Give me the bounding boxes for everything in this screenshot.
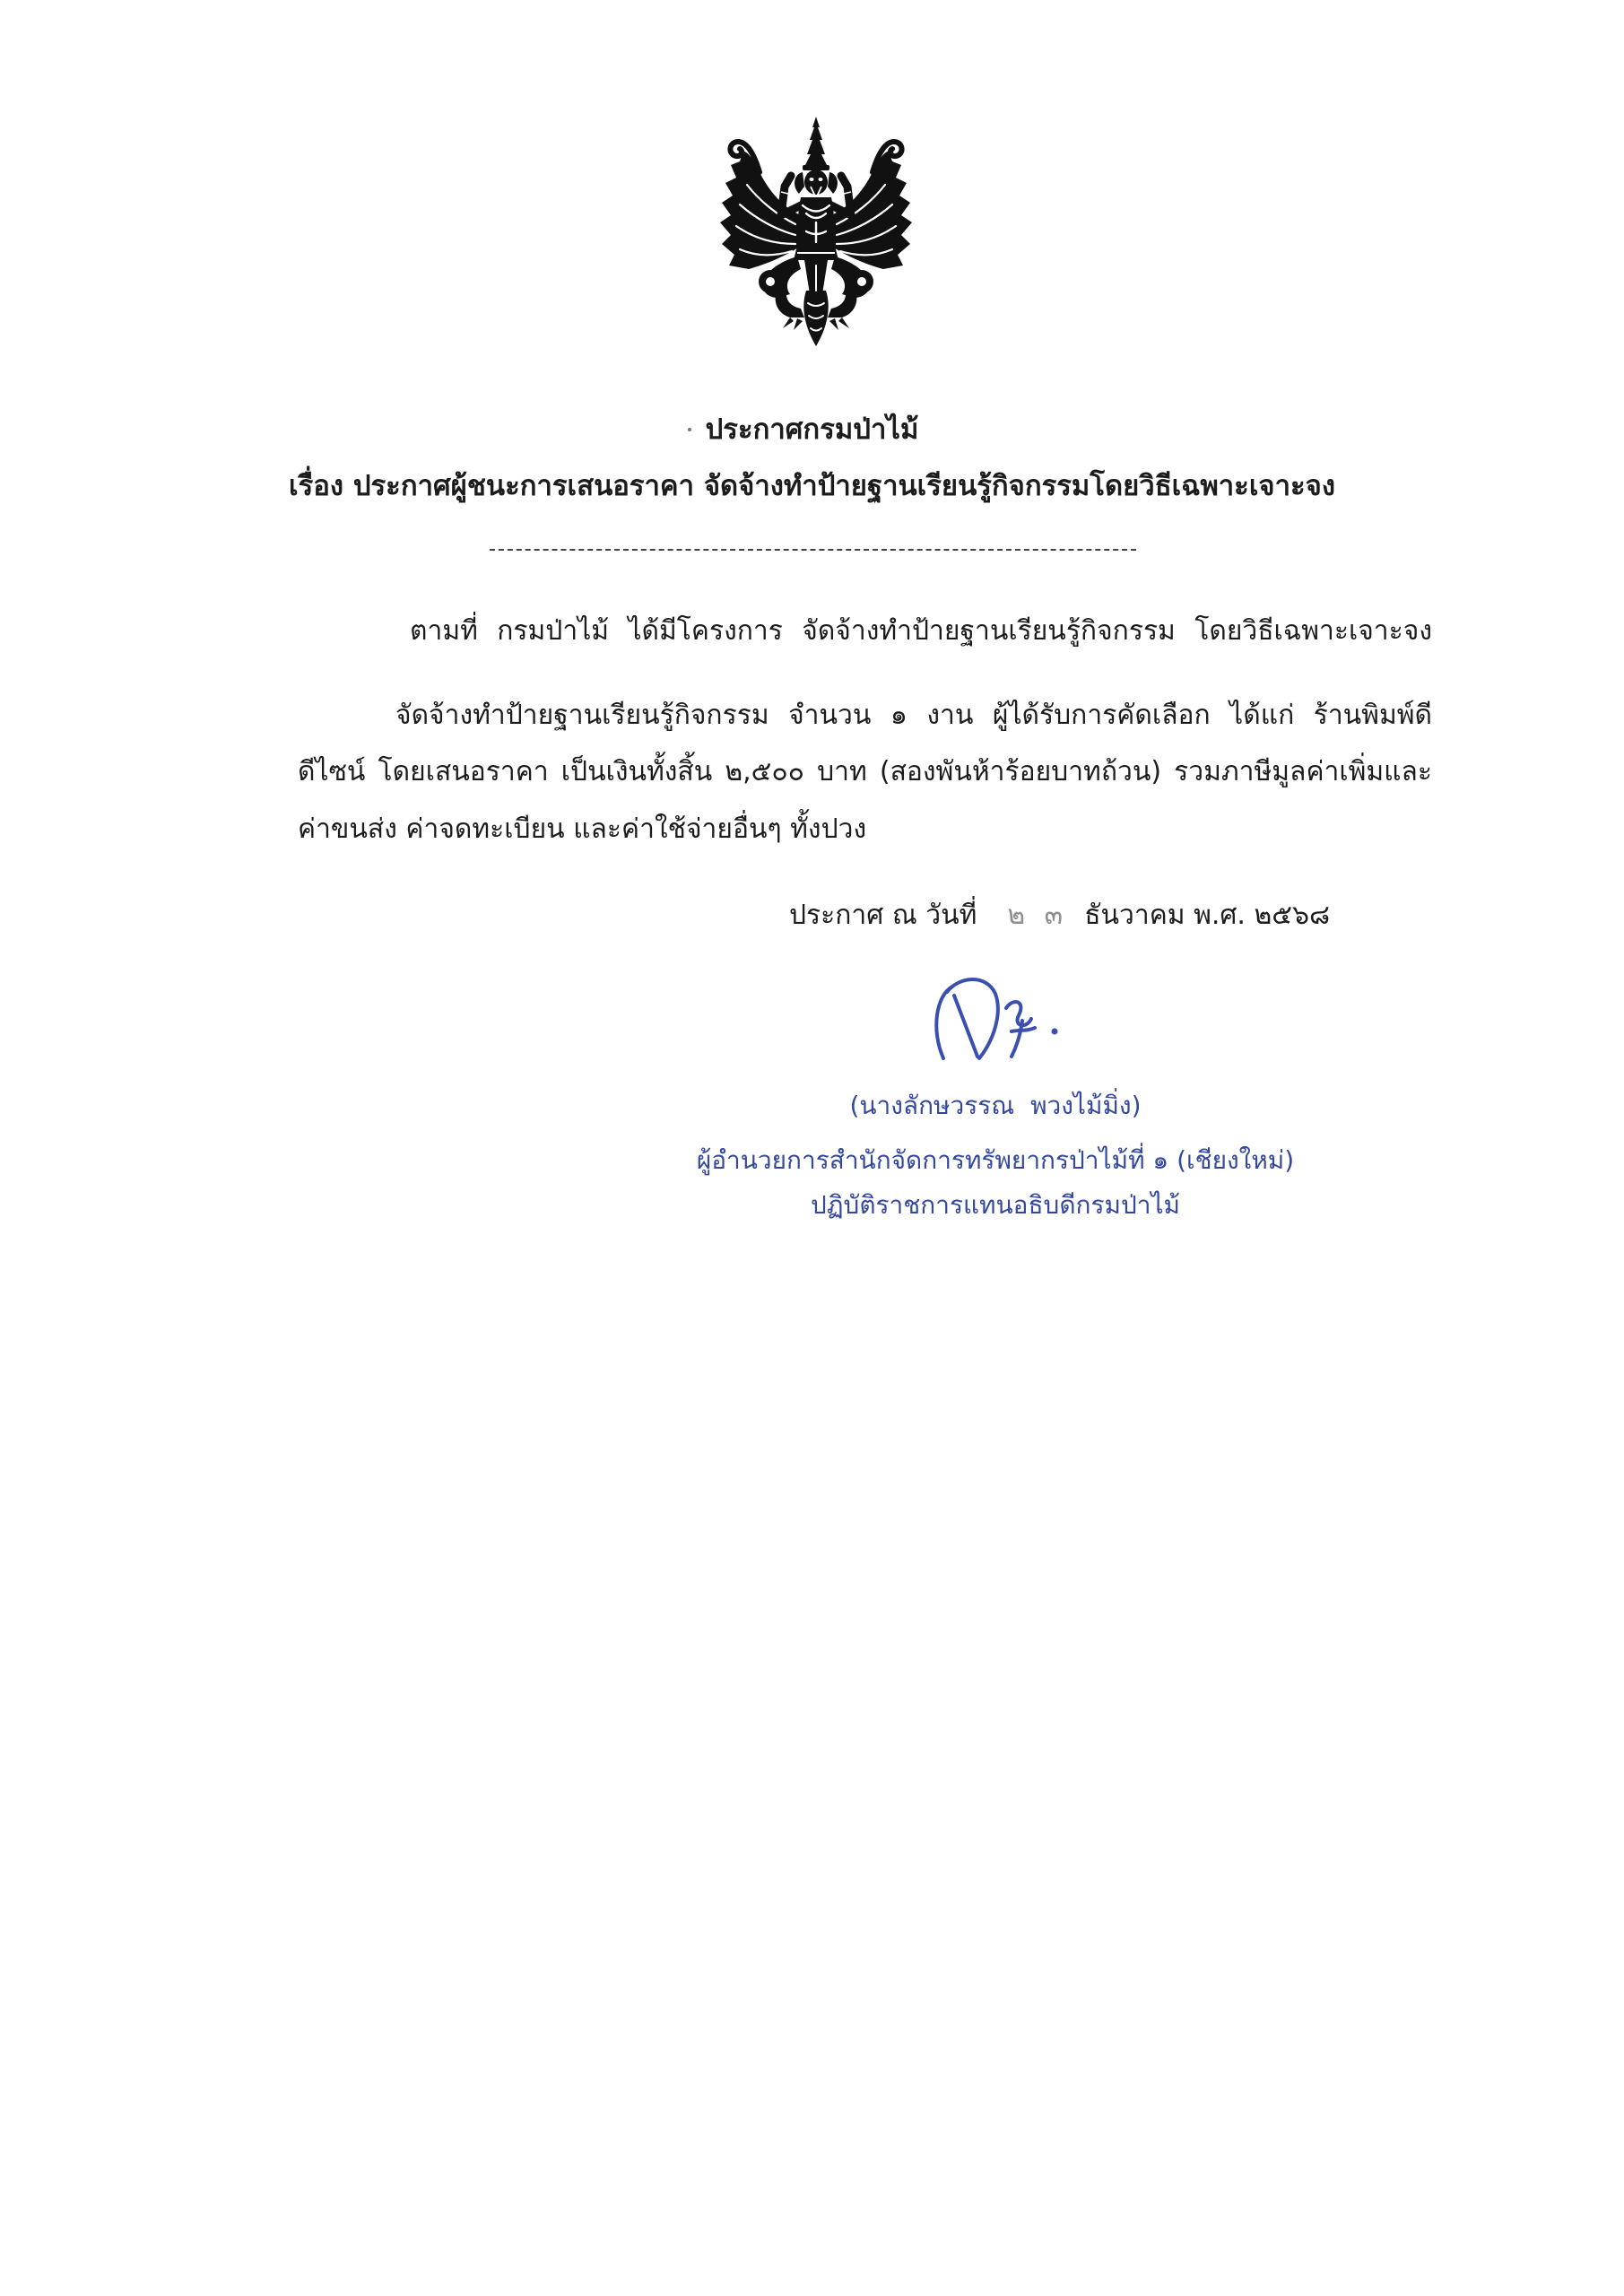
signatory-name: (นางลักษวรรณ พวงไม้มิ่ง)	[849, 1091, 1142, 1120]
right-wing	[831, 142, 912, 269]
date-day: ๒ ๓	[1007, 900, 1069, 931]
garuda-emblem	[704, 115, 928, 352]
left-leg	[759, 257, 804, 330]
left-wing	[720, 142, 801, 269]
date-month-year: ธันวาคม พ.ศ. ๒๕๖๘	[1084, 900, 1331, 931]
announcement-title: ประกาศกรมป่าไม้	[705, 413, 919, 446]
body-paragraph-2-line-2: ดีไซน์ โดยเสนอราคา เป็นเงินทั้งสิ้น ๒,๕๐๐ บาท (สองพันห้าร้อยบาทถ้วน) รวมภาษีมูลค่าเพิ่มและ	[298, 756, 1432, 787]
body-paragraph-1: ตามที่ กรมป่าไม้ ได้มีโครงการ จัดจ้างทำป้ายฐานเรียนรู้กิจกรรม โดยวิธีเฉพาะเจาะจง	[410, 615, 1432, 647]
announcement-subject: เรื่อง ประกาศผู้ชนะการเสนอราคา จัดจ้างทำป้ายฐานเรียนรู้กิจกรรมโดยวิธีเฉพาะเจาะจง	[289, 470, 1335, 502]
body-paragraph-2-line-1: จัดจ้างทำป้ายฐานเรียนรู้กิจกรรม จำนวน ๑ งาน ผู้ได้รับการคัดเลือก ได้แก่ ร้านพิมพ์ดี	[395, 700, 1432, 731]
signatory-position: ผู้อำนวยการสำนักจัดการทรัพยากรป่าไม้ที่ ๑ (เชียงใหม่)	[696, 1145, 1295, 1175]
title-divider	[490, 549, 1136, 551]
signatory-acting-for: ปฏิบัติราชการแทนอธิบดีกรมป่าไม้	[810, 1190, 1180, 1220]
body-paragraph-2-line-3: ค่าขนส่ง ค่าจดทะเบียน และค่าใช้จ่ายอื่นๆ ทั้งปวง	[298, 813, 867, 845]
right-leg	[828, 257, 873, 330]
handwritten-signature	[924, 969, 1076, 1067]
date-prefix: ประกาศ ณ วันที่	[789, 900, 977, 931]
announcement-date	[789, 893, 1417, 938]
